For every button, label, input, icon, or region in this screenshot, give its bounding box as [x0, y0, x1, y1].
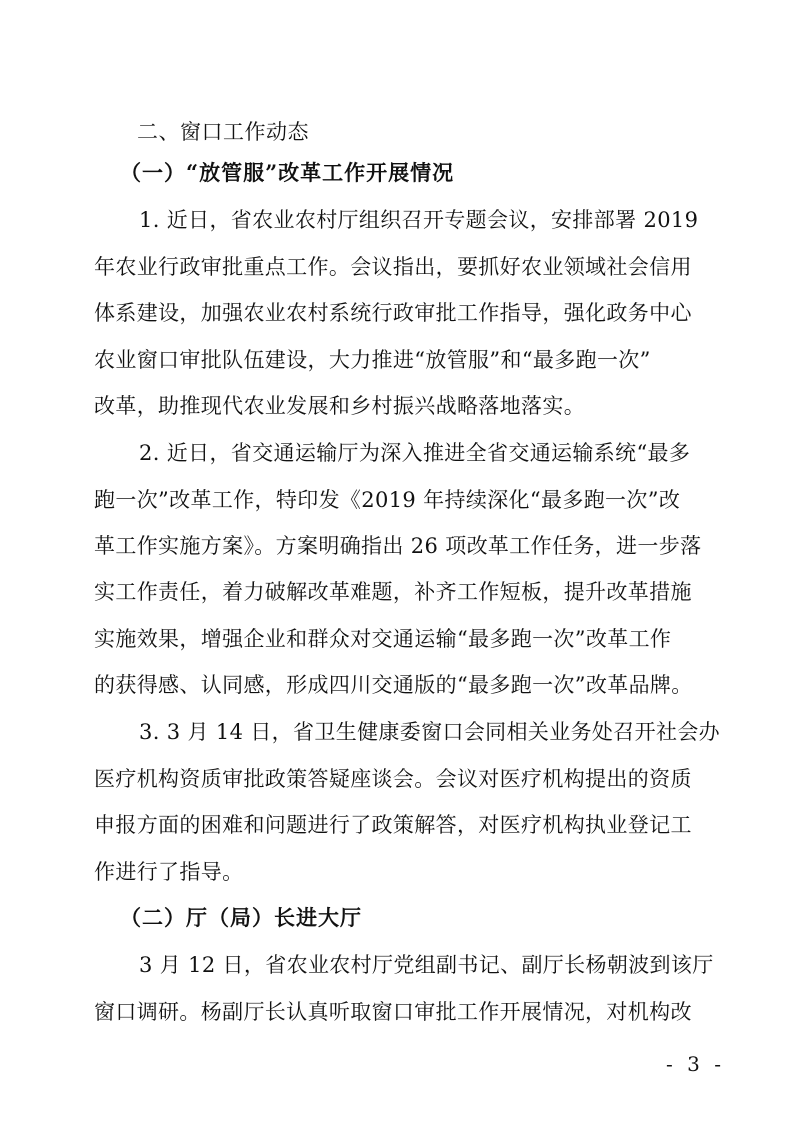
- paragraph-line: 跑一次”改革工作，特印发《2019 年持续深化“最多跑一次”改: [94, 488, 681, 512]
- paragraph-line: 2. 近日，省交通运输厅为深入推进全省交通运输系统“最多: [139, 441, 691, 465]
- section-heading: 二、窗口工作动态: [137, 120, 309, 144]
- paragraph-line: 实工作责任，着力破解改革难题，补齐工作短板，提升改革措施: [94, 580, 692, 604]
- page-number: - 3 -: [666, 1052, 725, 1076]
- paragraph-line: 申报方面的困难和问题进行了政策解答，对医疗机构执业登记工: [94, 813, 692, 837]
- paragraph-line: 改革，助推现代农业发展和乡村振兴战略落地落实。: [94, 394, 586, 418]
- paragraph-line: 窗口调研。杨副厅长认真听取窗口审批工作开展情况，对机构改: [94, 1000, 692, 1024]
- paragraph-line: 革工作实施方案》。方案明确指出 26 项改革工作任务，进一步落: [94, 534, 702, 558]
- paragraph-line: 农业窗口审批队伍建设，大力推进“放管服”和“最多跑一次”: [94, 348, 651, 372]
- paragraph-line: 1. 近日，省农业农村厅组织召开专题会议，安排部署 2019: [139, 208, 699, 232]
- paragraph-line: 3 月 12 日，省农业农村厅党组副书记、副厅长杨朝波到该厅: [139, 953, 714, 977]
- paragraph-line: 年农业行政审批重点工作。会议指出，要抓好农业领域社会信用: [94, 255, 692, 279]
- paragraph-line: 的获得感、认同感，形成四川交通版的“最多跑一次”改革品牌。: [94, 673, 693, 697]
- subsection-heading-1: （一）“放管服”改革工作开展情况: [120, 160, 455, 185]
- paragraph-line: 实施效果，增强企业和群众对交通运输“最多跑一次”改革工作: [94, 627, 672, 651]
- paragraph-line: 作进行了指导。: [94, 860, 244, 884]
- paragraph-line: 体系建设，加强农业农村系统行政审批工作指导，强化政务中心: [94, 301, 692, 325]
- subsection-heading-2: （二）厅（局）长进大厅: [120, 905, 362, 930]
- paragraph-line: 医疗机构资质审批政策答疑座谈会。会议对医疗机构提出的资质: [94, 767, 692, 791]
- paragraph-line: 3. 3 月 14 日，省卫生健康委窗口会同相关业务处召开社会办: [139, 720, 721, 744]
